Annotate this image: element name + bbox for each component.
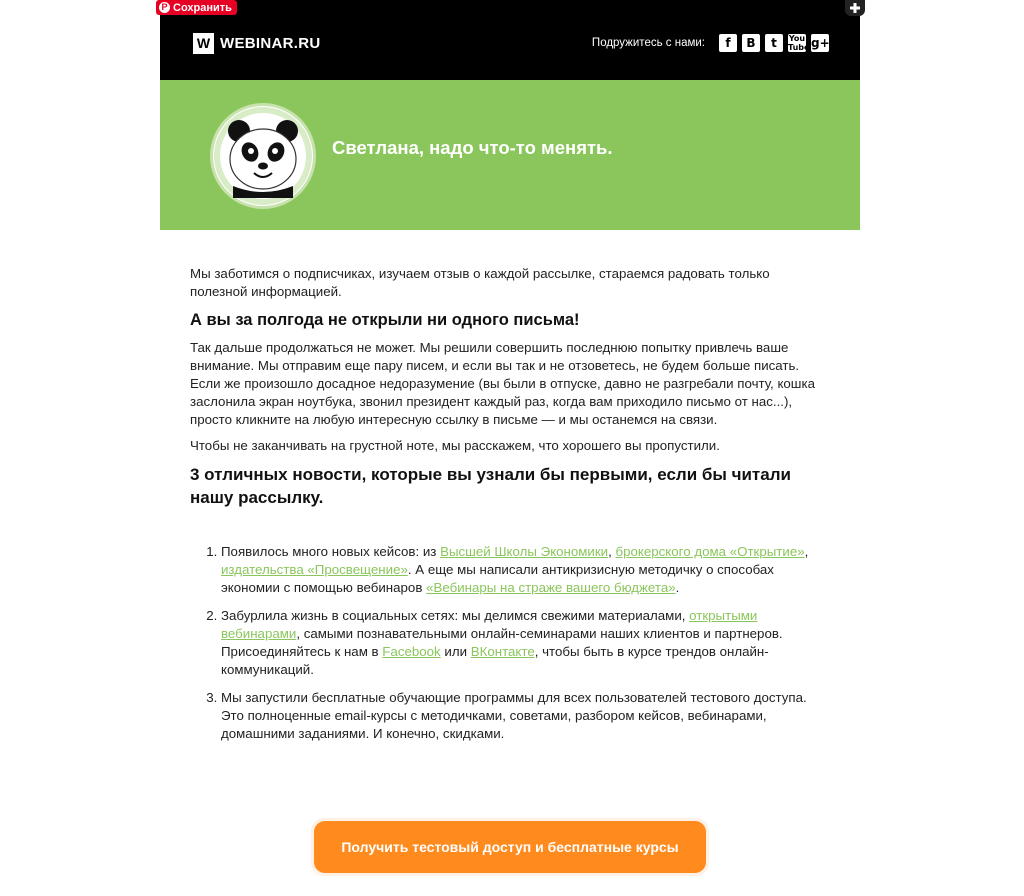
email-body xyxy=(190,265,830,753)
cta-wrapper xyxy=(311,818,709,876)
text: . xyxy=(675,580,680,595)
text: , xyxy=(608,544,616,559)
intro-paragraph: Мы заботимся о подписчиках, изучаем отзыв о каждой рассылке, стараемся радовать только полезной информацией. xyxy=(190,266,770,299)
vkontakte-icon[interactable]: В xyxy=(742,34,760,52)
link-hse[interactable]: Высшей Школы Экономики xyxy=(440,544,609,559)
text: . А еще мы написали антикризисную методичку о способах экономии с помощью вебинаров xyxy=(221,562,774,595)
social-links xyxy=(592,34,829,52)
explanation-paragraph: Так дальше продолжаться не может. Мы решили совершить последнюю попытку привлечь ваше внимание. Мы отправим еще пару писем, и если вы так и не отзоветесь, не будем больше писать. Если же произошло досадное недоразумение (вы были в отпуске, давно не разгребали почту, кошка заслонила экран ноутбука, звонил президент каждый раз, когда вам приходило письмо от нас...), просто кликните на любую интересную ссылку в письме — и мы останемся на связи. xyxy=(190,340,815,427)
plus-icon xyxy=(850,3,860,13)
panda-avatar xyxy=(210,103,316,209)
text: , самыми познавательными онлайн-семинарами наших клиентов и партнеров. Присоединяйтесь к нам в xyxy=(221,626,783,659)
news-item-social xyxy=(221,607,830,679)
link-open-webinars[interactable]: открытыми вебинарами xyxy=(221,608,758,641)
panda-icon xyxy=(213,106,313,206)
text: или xyxy=(440,644,471,659)
twitter-icon[interactable]: t xyxy=(765,34,783,52)
webinar-logo[interactable] xyxy=(193,33,321,54)
logo-text: WEBINAR.RU xyxy=(220,35,321,52)
link-otkritie[interactable]: брокерского дома «Открытие» xyxy=(615,544,805,559)
google-plus-icon[interactable]: g+ xyxy=(811,36,830,50)
link-facebook[interactable]: Facebook xyxy=(382,644,441,659)
pinterest-save-button[interactable] xyxy=(156,0,237,15)
news-item-cases xyxy=(221,543,830,597)
logo-mark: W xyxy=(193,33,214,54)
youtube-icon[interactable]: You Tube xyxy=(788,34,810,52)
link-budget-guide[interactable]: «Вебинары на страже вашего бюджета» xyxy=(426,580,676,595)
teaser-paragraph: Чтобы не заканчивать на грустной ноте, мы расскажем, что хорошего вы пропустили. xyxy=(190,438,720,453)
social-label: Подружитесь с нами: xyxy=(591,37,705,49)
text: , чтобы быть в курсе трендов онлайн-коммуникаций. xyxy=(221,644,769,677)
facebook-icon[interactable]: f xyxy=(719,34,737,52)
news-list xyxy=(190,543,830,743)
link-vkontakte[interactable]: ВКонтакте xyxy=(470,644,535,659)
get-trial-button[interactable]: Получить тестовый доступ и бесплатные курсы xyxy=(314,821,706,873)
text: Забурлила жизнь в социальных сетях: мы делимся свежими материалами, xyxy=(221,608,690,623)
news-item-courses: 3. Мы запустили бесплатные обучающие программы для всех пользователей тестового доступа. Это полноценные email-курсы с методичками, советами, разбором кейсов, вебинарами, домашними заданиями. И конечно, скидками. xyxy=(221,689,830,743)
pinterest-save-label: Сохранить xyxy=(173,1,232,14)
greeting-title: Светлана, надо что-то менять. xyxy=(332,137,613,158)
heading-not-opened: А вы за полгода не открыли ни одного письма! xyxy=(190,311,580,329)
greeting-banner xyxy=(160,80,860,230)
text: , xyxy=(804,544,809,559)
heading-news: 3 отличных новости, которые вы узнали бы первыми, если бы читали нашу рассылку. xyxy=(190,465,791,507)
pinterest-icon: P xyxy=(159,2,170,13)
text: Появилось много новых кейсов: из xyxy=(221,544,441,559)
link-prosveshchenie[interactable]: издательства «Просвещение» xyxy=(221,562,408,577)
email-header xyxy=(160,0,860,80)
expand-button[interactable] xyxy=(845,0,865,16)
